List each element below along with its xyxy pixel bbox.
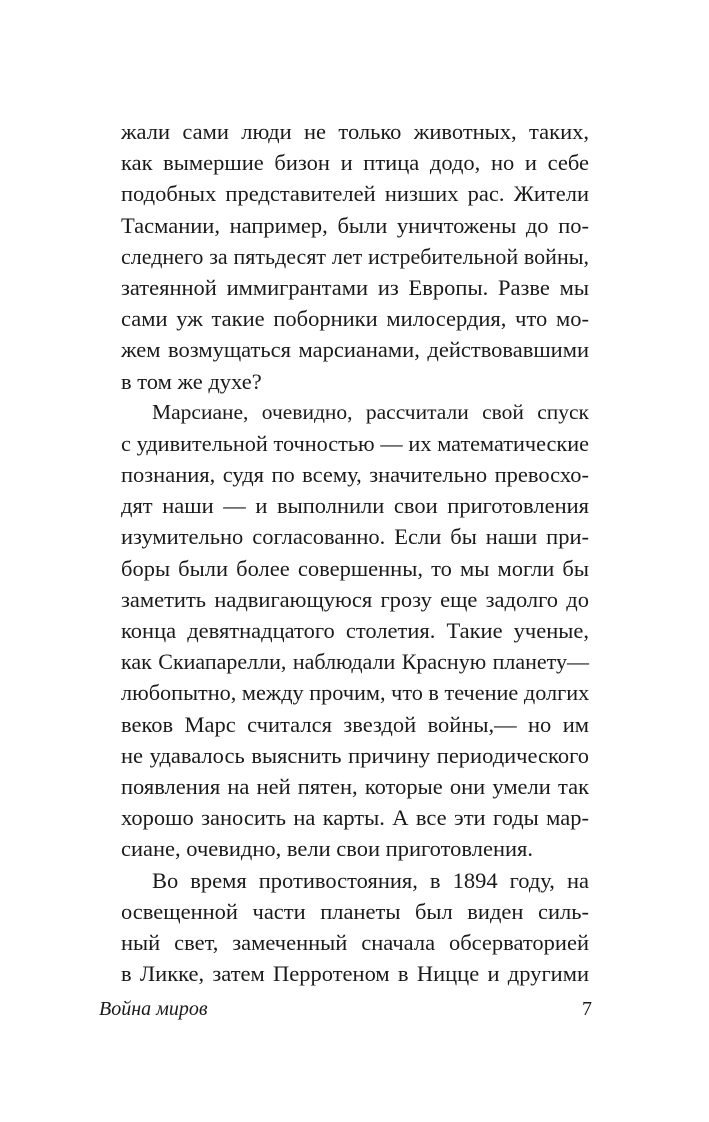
- text-line: любопытно, между прочим, что в течение долгих: [121, 680, 590, 706]
- text-line: появления на ней пятен, которые они умели так: [121, 773, 589, 799]
- body-text: [121, 116, 589, 989]
- text-line: Во время противостояния, в 1894 году, на: [152, 867, 589, 893]
- text-line: хорошо заносить на карты. А все эти годы мар-: [121, 805, 589, 831]
- text-line: конца девятнадцатого столетия. Такие ученые,: [121, 618, 589, 643]
- text-line: познания, судя по всему, значительно превосхо-: [121, 462, 589, 488]
- text-line: не удавалось выяснить причину периодического: [121, 742, 589, 768]
- text-line: жем возмущаться марсианами, действовавшими: [121, 337, 589, 363]
- text-line: затеянной иммигрантами из Европы. Разве мы: [121, 274, 589, 300]
- text-line: веков Марс считался звездой войны,— но им: [121, 711, 589, 737]
- text-line: дят наши — и выполнили свои приготовления: [121, 493, 589, 519]
- text-line: Марсиане, очевидно, рассчитали свой спуск: [152, 399, 589, 424]
- paragraph: [121, 116, 589, 397]
- text-line: боры были более совершенны, то мы могли бы: [121, 555, 589, 581]
- text-line: жали сами люди не только животных, таких,: [121, 119, 589, 144]
- text-line: изумительно согласованно. Если бы наши при-: [121, 524, 589, 550]
- page-number: 7: [582, 998, 592, 1020]
- paragraph: [121, 397, 589, 865]
- text-line: ный свет, замеченный сначала обсерваторией: [121, 929, 589, 955]
- running-footer-title: Война миров: [99, 998, 208, 1020]
- text-line: как вымершие бизон и птица додо, но и себе: [121, 150, 589, 176]
- paragraph: [121, 865, 589, 990]
- text-line: в Ликке, затем Перротеном в Ницце и другими: [121, 961, 589, 987]
- text-line: заметить надвигающуюся грозу еще задолго до: [121, 586, 589, 612]
- text-line: подобных представителей низших рас. Жители: [121, 181, 589, 207]
- text-line: следнего за пятьдесят лет истребительной войны,: [121, 243, 589, 269]
- text-line: с удивительной точностью — их математические: [121, 430, 589, 456]
- text-line: как Скиапарелли, наблюдали Красную планету—: [121, 649, 589, 675]
- text-line: сиане, очевидно, вели свои приготовления.: [121, 836, 533, 862]
- text-line: освещенной части планеты был виден силь-: [121, 898, 589, 924]
- text-line: сами уж такие поборники милосердия, что мо-: [121, 306, 589, 332]
- text-line: Тасмании, например, были уничтожены до по-: [121, 212, 589, 238]
- text-line: в том же духе?: [121, 368, 262, 394]
